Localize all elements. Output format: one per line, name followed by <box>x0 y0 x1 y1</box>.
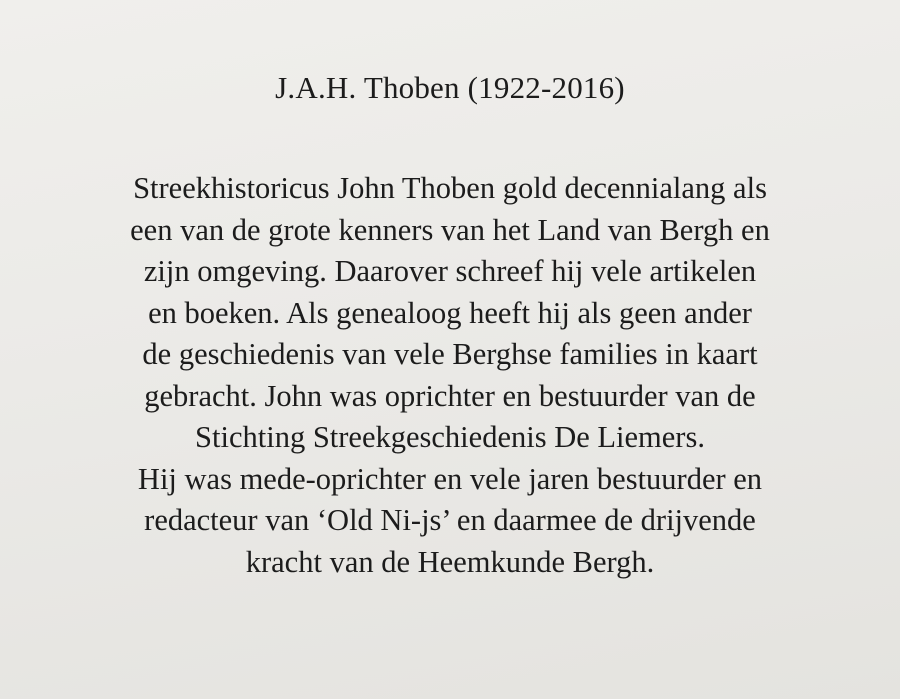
text-line: zijn omgeving. Daarover schreef hij vele artikelen <box>143 254 757 288</box>
card-title: J.A.H. Thoben (1922-2016) <box>275 70 625 105</box>
text-line: Stichting Streekgeschiedenis De Liemers. <box>195 420 705 454</box>
text-line: kracht van de Heemkunde Bergh. <box>245 544 655 579</box>
biography-text <box>30 168 870 583</box>
text-line: Streekhistoricus John Thoben gold decennialang als <box>133 171 767 205</box>
text-line: en boeken. Als genealoog heeft hij als geen ander <box>148 295 752 330</box>
text-line: een van de grote kenners van het Land van Bergh en <box>130 212 770 247</box>
text-line: Hij was mede-oprichter en vele jaren bestuurder en <box>137 461 763 496</box>
text-line: redacteur van ‘Old Ni-js’ en daarmee de drijvende <box>144 503 756 537</box>
text-line: gebracht. John was oprichter en bestuurder van de <box>144 378 756 413</box>
text-line: de geschiedenis van vele Berghse families in kaart <box>142 337 758 371</box>
